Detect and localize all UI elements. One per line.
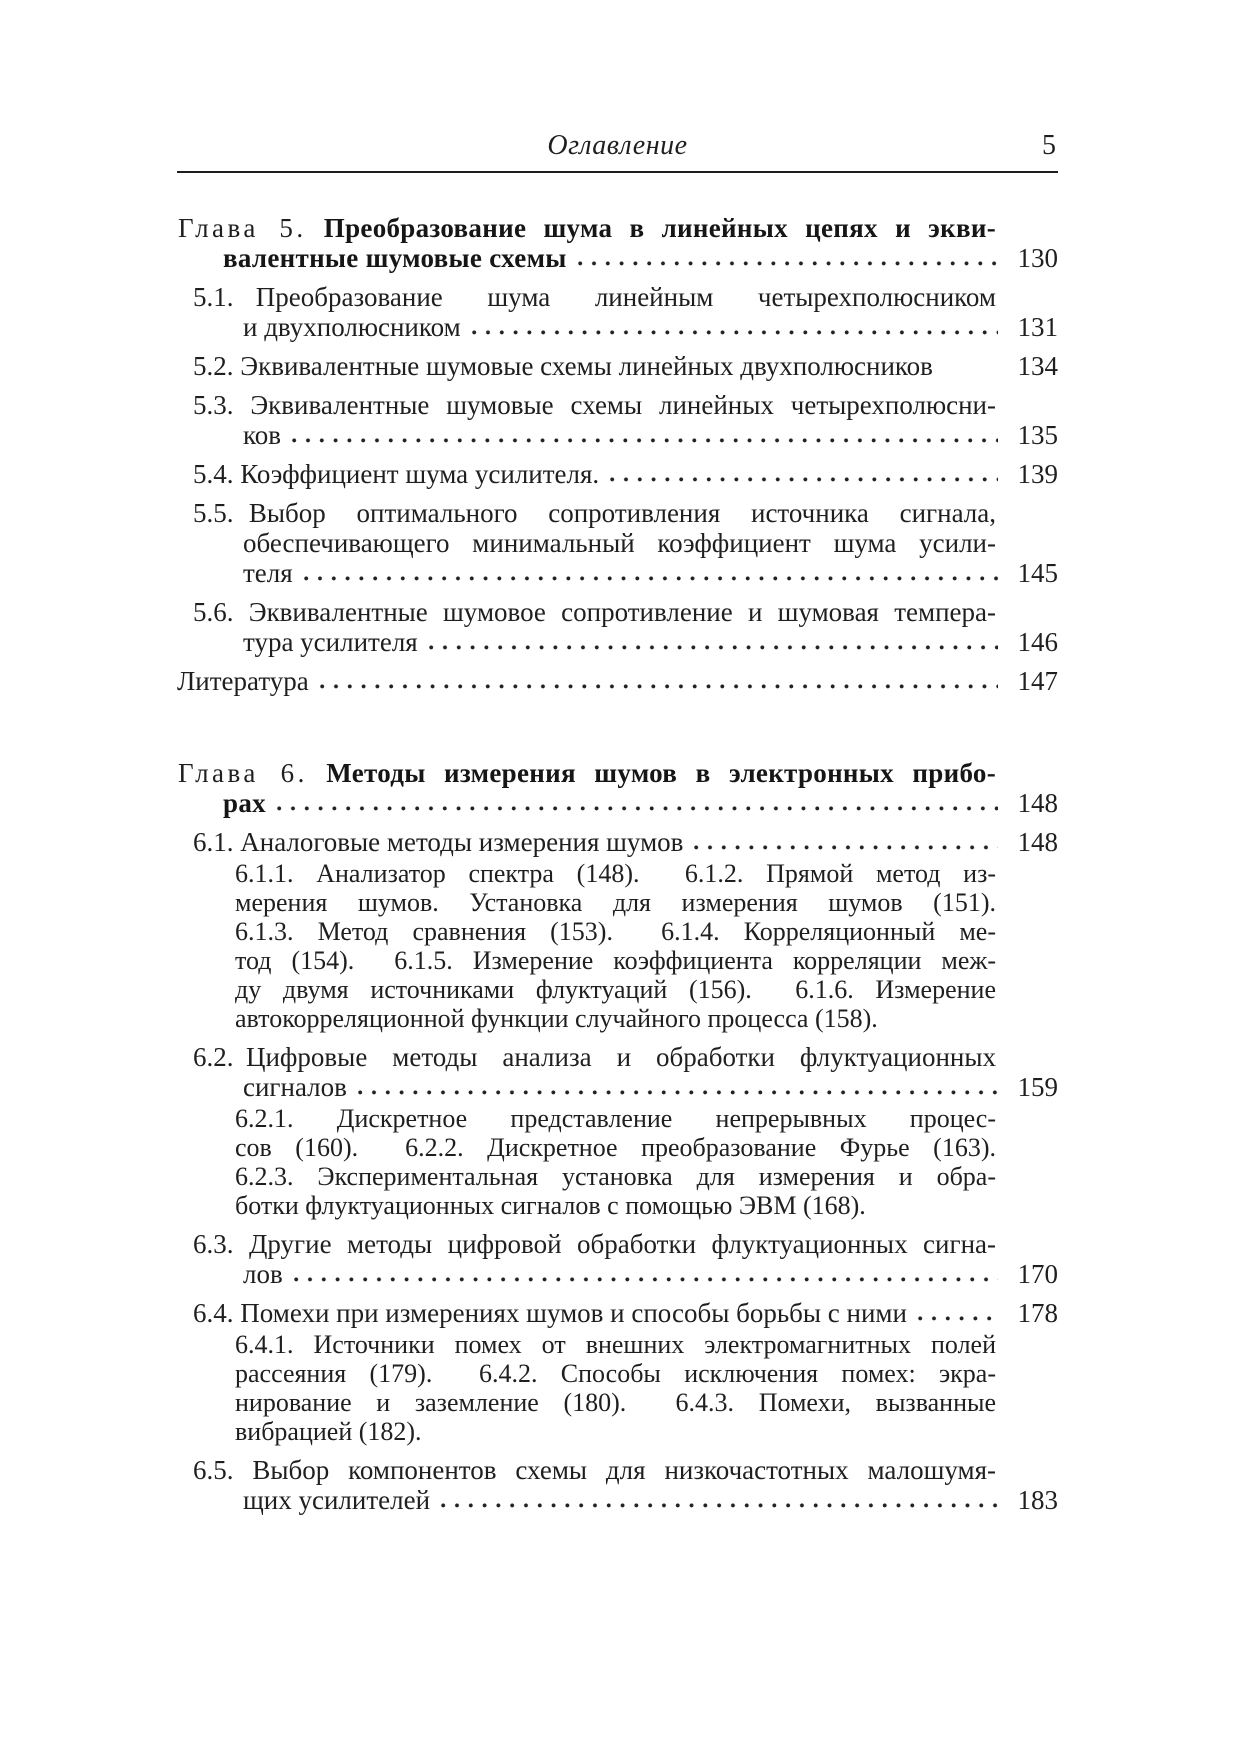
- entry-title-text: сигналов: [243, 1072, 347, 1102]
- toc-line: [177, 1042, 1058, 1072]
- toc-line: 6.2.1. Дискретное представление непрерывных процес-: [235, 1104, 996, 1133]
- dot-leader: [304, 575, 998, 582]
- toc-line: [177, 282, 1058, 312]
- toc-line: ботки флуктуационных сигналов с помощью ЭВМ (168).: [235, 1191, 866, 1220]
- entry-title-text: 6.1. Аналоговые методы измерения шумов: [193, 827, 684, 857]
- toc-entry-plain: [177, 666, 1058, 696]
- entry-title-text: 5.5. Выбор оптимального сопротивления источника сигнала,: [193, 498, 996, 528]
- toc-line: ду двумя источниками флуктуаций (156). 6.1.6. Измерение: [235, 975, 996, 1004]
- entry-title-text: 5.1. Преобразование шума линейным четырехполюсником: [193, 282, 996, 312]
- toc-line: рассеяния (179). 6.4.2. Способы исключения помех: экра-: [235, 1359, 996, 1388]
- toc-line: [177, 597, 1058, 627]
- toc-entry-Глава-6-: [177, 758, 1058, 818]
- dot-leader: [918, 1315, 998, 1322]
- toc-entry-6.3: [177, 1229, 1058, 1289]
- entry-title-text: 6.3. Другие методы цифровой обработки флуктуационных сигна-: [193, 1229, 996, 1259]
- toc-line: автокорреляционной функции случайного процесса (158).: [235, 1004, 878, 1033]
- chapter-label: Глава 5.: [178, 213, 307, 243]
- entry-title-text: 5.4. Коэффициент шума усилителя.: [193, 459, 600, 489]
- toc-line: [177, 788, 1058, 818]
- toc-entry-5.5: [177, 498, 1058, 588]
- page-number: 134: [1017, 351, 1058, 381]
- toc-line: [177, 1259, 1058, 1289]
- page-number: 130: [1017, 243, 1058, 273]
- entry-title-text: щих усилителей: [243, 1485, 431, 1515]
- entry-title-text: Литература: [177, 666, 309, 696]
- toc-entry-subblock: [177, 1330, 1058, 1446]
- toc-entry-subblock: [177, 1104, 1058, 1220]
- toc-line: [177, 827, 1058, 857]
- page-number: 139: [1017, 459, 1058, 489]
- toc-line: 6.4.1. Источники помех от внешних электромагнитных полей: [235, 1330, 996, 1359]
- dot-leader: [358, 1089, 998, 1096]
- toc-line: [177, 498, 1058, 528]
- toc-entry-6.1: [177, 827, 1058, 857]
- toc-line: 6.2.3. Экспериментальная установка для измерения и обра-: [235, 1162, 996, 1191]
- entry-title-text: 5.6. Эквивалентные шумовое сопротивление и шумовая темпера-: [193, 597, 996, 627]
- toc-line: [177, 420, 1058, 450]
- entry-title-text: и двухполюсником: [243, 312, 461, 342]
- toc-line: вибрацией (182).: [235, 1417, 422, 1446]
- toc-line: [177, 1229, 1058, 1259]
- toc-line: [177, 351, 1058, 381]
- toc-line: мерения шумов. Установка для измерения шумов (151).: [235, 888, 996, 917]
- page-number: 131: [1017, 312, 1058, 342]
- toc-line: 6.1.1. Анализатор спектра (148). 6.1.2. Прямой метод из-: [235, 859, 996, 888]
- chapter-title-text: Преобразование шума в линейных цепях и экви-: [306, 213, 996, 243]
- toc-line: [177, 1485, 1058, 1515]
- toc-entry-5.6: [177, 597, 1058, 657]
- running-head-page-number: 5: [1042, 130, 1056, 161]
- page-number: 135: [1017, 420, 1058, 450]
- dot-leader: [441, 1502, 998, 1509]
- chapter-title-text: Методы измерения шумов в электронных прибо-: [307, 758, 996, 788]
- entry-title-text: 6.4. Помехи при измерениях шумов и способы борьбы с ними: [193, 1298, 907, 1328]
- table-of-contents: [177, 213, 1058, 1515]
- toc-entry-6.5: [177, 1455, 1058, 1515]
- toc-line: [177, 243, 1058, 273]
- running-header: [177, 130, 1058, 168]
- toc-line: [177, 666, 1058, 696]
- text-column: [177, 0, 1058, 1515]
- toc-line: тод (154). 6.1.5. Измерение коэффициента корреляции меж-: [235, 946, 996, 975]
- page-number: 178: [1017, 1298, 1058, 1328]
- entry-title-text: 5.2. Эквивалентные шумовые схемы линейных двухполюсников: [193, 351, 933, 381]
- toc-line: [177, 213, 1058, 243]
- dot-leader: [277, 805, 998, 812]
- toc-entry-6.2: [177, 1042, 1058, 1102]
- dot-leader: [320, 683, 998, 690]
- chapter-label: Глава 6.: [178, 758, 308, 788]
- page-number: 147: [1017, 666, 1058, 696]
- toc-entry-subblock: [177, 859, 1058, 1033]
- toc-entry-5.3: [177, 390, 1058, 450]
- toc-line: [177, 1072, 1058, 1102]
- toc-entry-Глава-5-: [177, 213, 1058, 273]
- dot-leader: [610, 476, 998, 483]
- entry-title-text: лов: [243, 1259, 283, 1289]
- entry-title-text: 5.3. Эквивалентные шумовые схемы линейных четырехполюсни-: [193, 390, 996, 420]
- page-number: 148: [1017, 788, 1058, 818]
- dot-leader: [292, 437, 998, 444]
- toc-line: [177, 459, 1058, 489]
- entry-title-text: 6.5. Выбор компонентов схемы для низкочастотных малошумя-: [193, 1455, 996, 1485]
- dot-leader: [578, 260, 998, 267]
- entry-title-text: 6.2. Цифровые методы анализа и обработки флуктуационных: [193, 1042, 996, 1072]
- toc-line: [177, 528, 1058, 558]
- toc-line: [177, 390, 1058, 420]
- toc-line: [177, 1455, 1058, 1485]
- dot-leader: [694, 844, 998, 851]
- toc-entry-5.2: [177, 351, 1058, 381]
- toc-entry-5.4: [177, 459, 1058, 489]
- page-number: 183: [1017, 1485, 1058, 1515]
- toc-line: нирование и заземление (180). 6.4.3. Помехи, вызванные: [235, 1388, 996, 1417]
- running-head-title: Оглавление: [547, 130, 688, 161]
- toc-line: 6.1.3. Метод сравнения (153). 6.1.4. Корреляционный ме-: [235, 917, 996, 946]
- entry-title-text: ков: [243, 420, 281, 450]
- chapter-title-text: валентные шумовые схемы: [223, 243, 567, 273]
- toc-line: [177, 627, 1058, 657]
- page-number: 146: [1017, 627, 1058, 657]
- chapter-title-text: рах: [223, 788, 266, 818]
- entry-title-text: обеспечивающего минимальный коэффициент шума усили-: [243, 528, 996, 558]
- dot-leader: [472, 329, 998, 336]
- page-number: 159: [1017, 1072, 1058, 1102]
- dot-leader: [294, 1276, 998, 1283]
- header-rule: [177, 171, 1058, 173]
- toc-entry-6.4: [177, 1298, 1058, 1328]
- toc-line: [177, 1298, 1058, 1328]
- toc-line: [177, 558, 1058, 588]
- entry-title-text: теля: [243, 558, 293, 588]
- dot-leader: [429, 644, 998, 651]
- page-number: 170: [1017, 1259, 1058, 1289]
- toc-entry-5.1: [177, 282, 1058, 342]
- entry-title-text: тура усилителя: [243, 627, 418, 657]
- page-number: 148: [1017, 827, 1058, 857]
- toc-line: сов (160). 6.2.2. Дискретное преобразование Фурье (163).: [235, 1133, 996, 1162]
- toc-line: [177, 312, 1058, 342]
- page-number: 145: [1017, 558, 1058, 588]
- toc-line: [177, 758, 1058, 788]
